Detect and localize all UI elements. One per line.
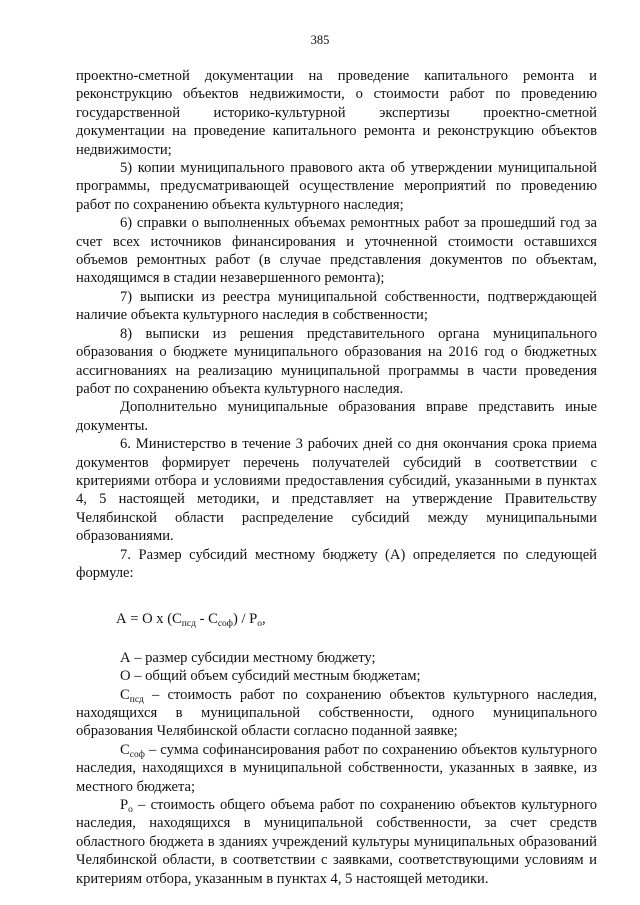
definition-ssof-text: – сумма софинансирования работ по сохранению объектов культурного наследия, находящихся в муниципальной собственности, указанных в заявке, из местного бюджета; [76, 741, 597, 795]
paragraph-continuation: проектно-сметной документации на проведение капитального ремонта и реконструкцию объектов недвижимости, о стоимости работ по проведению государственной историко-культурной экспертизы проектно-сметной документации на проведение капитального ремонта и реконструкцию объектов недвижимости; [76, 68, 597, 158]
definition-a: А – размер субсидии местному бюджету; [120, 649, 376, 666]
formula-rhs: ) / Р [232, 611, 258, 628]
formula-sub-sof: соф [217, 619, 233, 630]
definition-ssof-symbol: С [120, 741, 130, 758]
definition-ssof [76, 741, 597, 796]
definition-ro-text: – стоимость общего объема работ по сохранению объектов культурного наследия, находящихся в муниципальной собственности, за счет средств областного бюджета в зданиях учреждений культуры муниципальных образований Челябинской области, в соответствии с заявками, соответствующими условиям и критериям отбора, указанным в пунктах 4, 5 настоящей методики. [76, 797, 597, 887]
paragraph-additional: Дополнительно муниципальные образования вправе представить иные документы. [76, 399, 597, 434]
paragraph-item-5: 5) копии муниципального правового акта об утверждении муниципальной программы, предусматривающей осуществление мероприятий по проведению работ по сохранению объекта культурного наследия; [76, 160, 597, 213]
paragraph-item-7: 7) выписки из реестра муниципальной собственности, подтверждающей наличие объекта культурного наследия в собственности; [76, 288, 597, 324]
definition-ssof-subscript: соф [129, 749, 145, 760]
document-body [76, 67, 597, 888]
formula-tail: , [262, 611, 266, 628]
definition-spsd-symbol: С [120, 686, 130, 703]
definition-spsd-text: – стоимость работ по сохранению объектов культурного наследия, находящихся в муниципальной собственности, одного муниципального образования Челябинской области согласно поданной заявке; [76, 686, 597, 740]
definition-ro-symbol: Р [120, 797, 129, 814]
paragraph-point-7: 7. Размер субсидий местному бюджету (А) определяется по следующей формуле: [76, 546, 597, 581]
definition-o: О – общий объем субсидий местным бюджетам; [120, 668, 421, 685]
paragraph-item-8: 8) выписки из решения представительного органа муниципального образования о бюджете муниципального образования на 2016 год о бюджетных ассигнованиях на реализацию муниципальной программы в части проведения работ по сохранению объекта культурного наследия. [76, 325, 597, 397]
formula-sub-psd: псд [181, 619, 196, 630]
paragraph-item-6: 6) справки о выполненных объемах ремонтных работ за прошедший год за счет всех источников финансирования и уточненной стоимости оставшихся объемов ремонтных работ (в случае представления документов по объектам, находящимся в стадии незавершенного ремонта); [76, 215, 597, 287]
page-number: 385 [310, 33, 330, 47]
definition-spsd-subscript: псд [129, 694, 144, 705]
formula-lhs: А = О х (С [116, 611, 182, 628]
paragraph-point-6: 6. Министерство в течение 3 рабочих дней со дня окончания срока приема документов формирует перечень получателей субсидий в соответствии с критериями отбора и условиями предоставления субсидий, указанными в пунктах 4, 5 настоящей методики, и представляет на утверждение Правительству Челябинской области распределение субсидий между муниципальными образованиями. [76, 436, 597, 545]
formula-sub-o: о [257, 619, 263, 630]
definition-spsd [76, 686, 597, 741]
definition-ro-subscript: о [128, 805, 133, 816]
formula-mid: - С [195, 611, 218, 628]
subsidy-formula [76, 610, 597, 628]
definition-ro [76, 796, 597, 888]
